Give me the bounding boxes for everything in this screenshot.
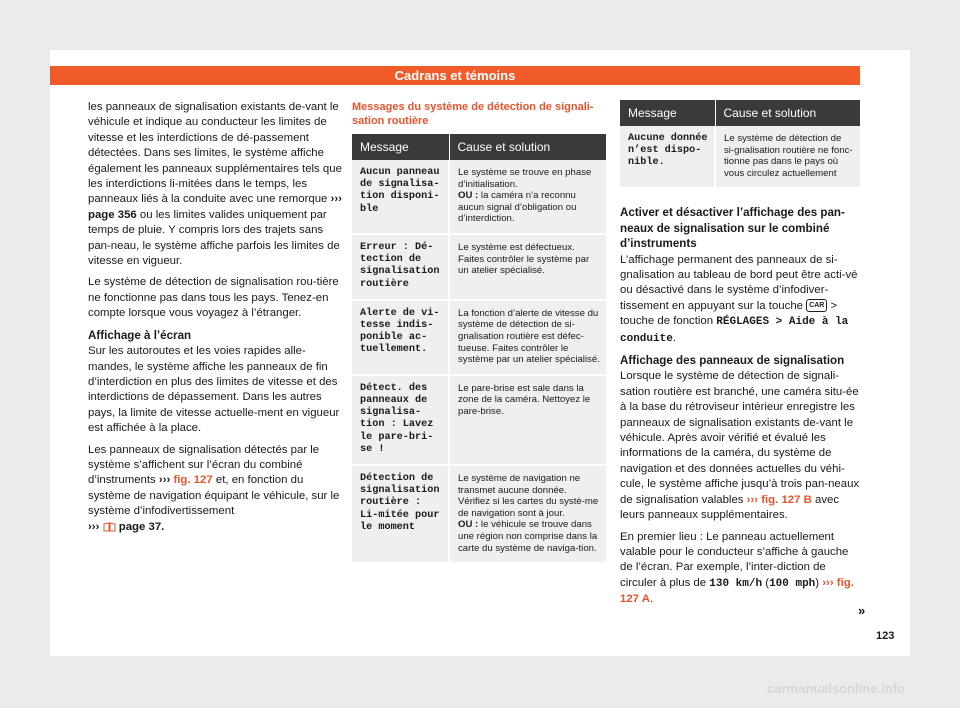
table-row	[352, 234, 606, 300]
paragraph: L’affichage permanent des panneaux de si-gnalisation au tableau de bord peut être acti-vé ou désactivé dans le système d’infodiver-tissement en appuyant sur la touche CAR > touche de fonction RÉGLAGES > Aide à la conduite.	[620, 253, 858, 345]
section-heading: Affichage des panneaux de signalisation	[620, 354, 845, 368]
table-header-row	[352, 134, 606, 160]
column-right	[620, 100, 860, 614]
table-title: Messages du système de détection de signali-sation routière	[352, 101, 594, 127]
page-header: Cadrans et témoins	[50, 66, 860, 85]
section-heading: Affichage à l’écran	[88, 328, 192, 342]
messages-table-continued	[620, 100, 860, 189]
message-cell: Erreur : Dé-tection de signalisation routière	[352, 234, 449, 300]
continue-mark: »	[858, 603, 866, 618]
column-header-message: Message	[620, 100, 715, 126]
column-header-cause: Cause et solution	[715, 100, 860, 126]
definition-paragraph: En premier lieu : Le panneau actuellement valable pour le conducteur s’affiche à gauche de l’écran. Par exemple, l’inter-diction de circuler à plus de 130 km/h (100 mph) ››› fig. 127 A.	[620, 530, 854, 606]
section-heading: Activer et désactiver l’affichage des pan-neaux de signalisation sur le combiné d’instruments	[620, 206, 845, 251]
message-cell: Détection de signalisation routière : Li-mitée pour le moment	[352, 465, 449, 563]
footer-watermark: carmanualsonline.info	[767, 681, 905, 696]
paragraph: Le système de détection de signalisation rou-tière ne fonctionne pas dans tous les pays. Tenez-en compte lorsque vous voyagez à l’étranger.	[88, 276, 339, 320]
column-middle	[352, 100, 606, 564]
paragraph: Les panneaux de signalisation détectés par le système s’affichent sur l’écran du combiné d’instruments ››› fig. 127 et, en fonction du système de navigation équipant le véhicule, sur le système d’infodivertissement ››› page 37.	[88, 443, 340, 533]
messages-table	[352, 134, 606, 564]
cause-cell: Le système se trouve en phase d’initialisation. OU : la caméra n’a reconnu aucun signal d’obligation ou d’interdiction.	[449, 160, 606, 234]
table-row	[352, 465, 606, 563]
cause-cell: Le système de navigation ne transmet aucune donnée. Vérifiez si les cartes du systè-me de navigation sont à jour. OU : le véhicule se trouve dans une région non comprise dans la carte du système de naviga-tion.	[449, 465, 606, 563]
message-cell: Alerte de vi-tesse indis-ponible ac-tuellement.	[352, 300, 449, 375]
column-header-message: Message	[352, 134, 449, 160]
cause-cell: Le système de détection de si-gnalisation routière ne fonc-tionne pas dans le pays où vous circulez actuellement	[715, 126, 860, 188]
table-row	[352, 300, 606, 375]
table-header-row	[620, 100, 860, 126]
paragraph: Lorsque le système de détection de signali-sation routière est branché, une caméra situ-ée à la base du rétroviseur intérieur enregistre les panneaux de signalisation existants de-vant le véhicule. Après avoir vérifié et évalué les informations de la caméra, du système de navigation et des données actuelles du véhi-cule, le système affiche jusqu’à trois pan-neaux de signalisation valables ››› fig. 127 B avec leurs panneaux supplémentaires.	[620, 370, 860, 522]
cause-cell: La fonction d’alerte de vitesse du système de détection de si-gnalisation routière est défec-tueuse. Faites contrôler le système par un atelier spécialisé.	[449, 300, 606, 375]
figure-link[interactable]: ››› fig. 127	[746, 493, 801, 506]
book-icon	[103, 522, 116, 532]
column-left	[88, 100, 342, 541]
message-cell: Aucun panneau de signalisa-tion disponi-ble	[352, 160, 449, 234]
column-header-cause: Cause et solution	[449, 134, 606, 160]
paragraph: les panneaux de signalisation existants de-vant le véhicule et indique au conducteur les limites de vitesse et les interdictions de dé-passement détectées. Dans ses limites, le système affiche également les panneaux supplémentaires tels que les interdictions li-mitées dans le temps, les panneaux liés à la conduite avec une remorque ››› page 356 ou les limites valides uniquement par temps de pluie. Y compris lors des trajets sans pan-neau, le système affiche parfois les limites de vitesse en vigueur.	[88, 101, 342, 268]
figure-link[interactable]: fig. 127	[173, 474, 213, 487]
message-cell: Détect. des panneaux de signalisa-tion : Lavez le pare-bri-se !	[352, 375, 449, 465]
table-row	[352, 375, 606, 465]
figure-link[interactable]: ››› fig. 127	[620, 576, 854, 606]
cause-cell: Le pare-brise est sale dans la zone de la caméra. Nettoyez le pare-brise.	[449, 375, 606, 465]
page-link[interactable]: page 37.	[118, 520, 165, 533]
paragraph: Sur les autoroutes et les voies rapides alle-mandes, le système affiche les panneaux de fin d’interdiction en plus des limites de vitesse et des interdictions de dépassement. Dans les autres pays, la limite de vitesse actuelle-ment en vigueur est affichée à la place.	[88, 345, 340, 435]
page-link[interactable]: ››› page 356	[88, 193, 342, 221]
table-row	[620, 126, 860, 188]
menu-path: RÉGLAGES > Aide à la conduite	[620, 316, 849, 345]
cause-cell: Le système est défectueux. Faites contrôler le système par un atelier spécialisé.	[449, 234, 606, 300]
car-button-icon: CAR	[806, 299, 827, 312]
page-number: 123	[876, 630, 895, 642]
table-row	[352, 160, 606, 234]
message-cell: Aucune donnée n’est dispo-nible.	[620, 126, 715, 188]
